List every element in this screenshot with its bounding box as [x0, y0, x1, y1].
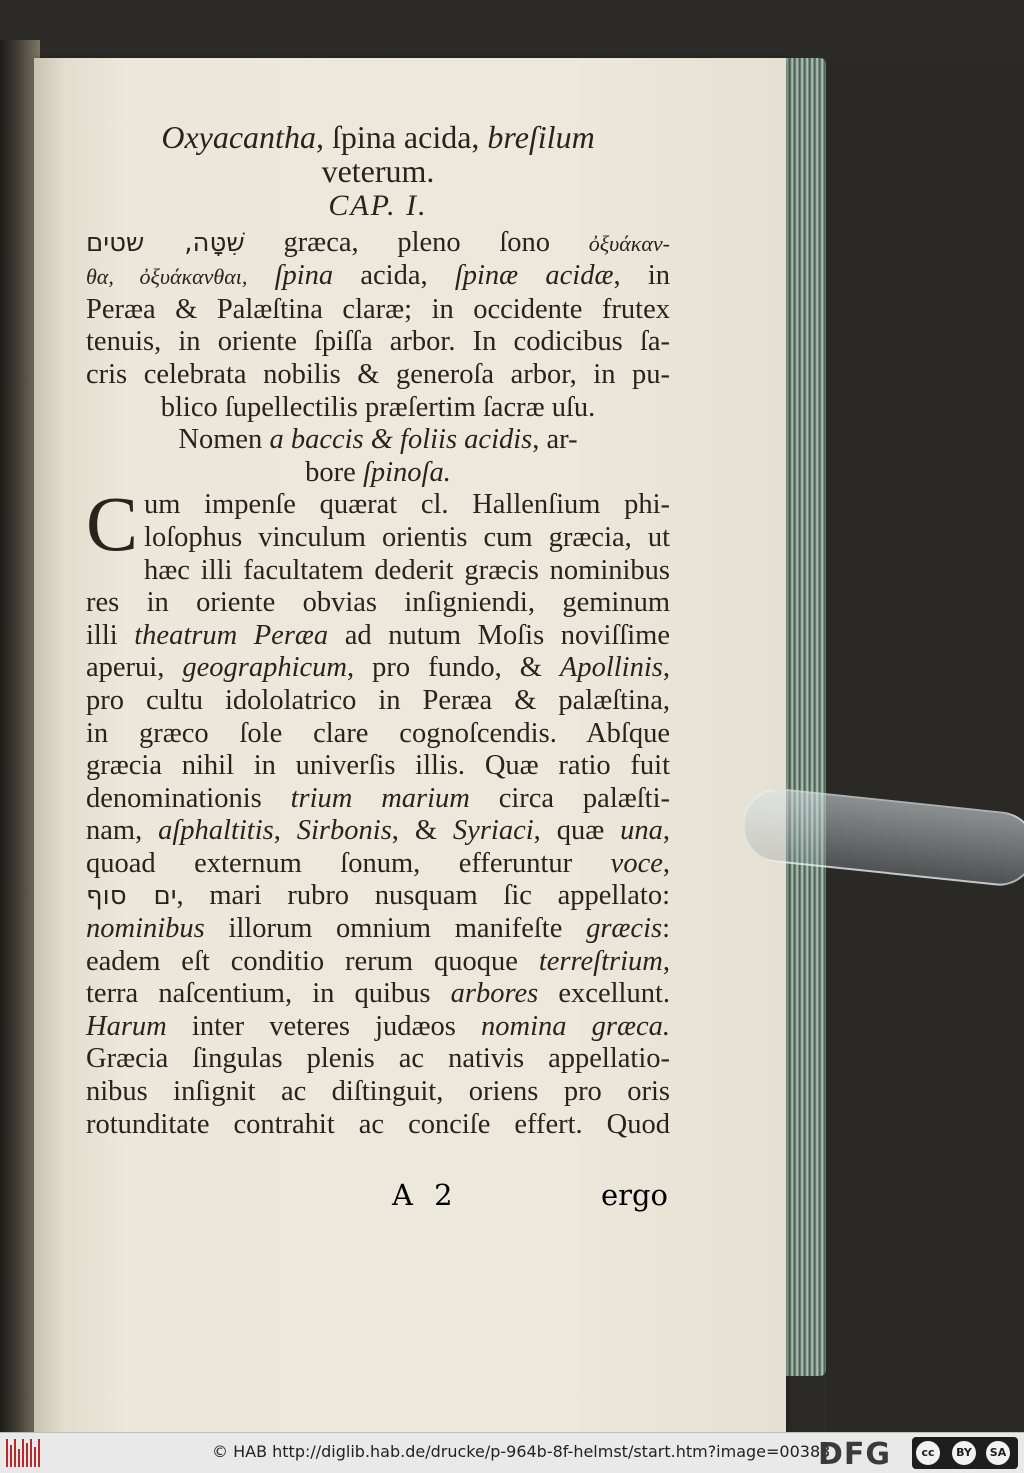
title-italic-bresilum: breſilum	[487, 119, 595, 155]
signature-mark: A 2	[392, 1178, 459, 1212]
nomen-line-2: bore ſpinoſa.	[305, 456, 451, 488]
body-line: rotunditate contrahit ac conciſe effert. Quod	[86, 1108, 670, 1140]
title-roman: ſpina acida,	[323, 119, 488, 155]
body-line: illi theatrum Peræa ad nutum Moſis noviſſime	[86, 619, 670, 651]
page-foot	[86, 1178, 670, 1214]
body-line: ים סוף, mari rubro nusquam ſic appellato:	[86, 880, 671, 912]
body-line: aperui, geographicum, pro fundo, & Apollinis,	[86, 652, 670, 684]
page-text	[86, 120, 670, 1141]
chapter-title	[86, 120, 670, 188]
body-line: græcia nihil in univerſis illis. Quæ ratio fuit	[86, 750, 670, 782]
body-line: nominibus illorum omnium manifeſte græcis:	[86, 913, 670, 945]
viewer-footer-bar	[0, 1432, 1024, 1473]
page-fore-edge	[784, 58, 826, 1376]
body-line: Harum inter veteres judæos nomina græca.	[86, 1010, 671, 1042]
sa-icon: SA	[986, 1441, 1010, 1465]
title-veterum: veterum.	[321, 153, 435, 189]
background-shadow	[826, 58, 1024, 1432]
cc-icon: cc	[916, 1441, 940, 1465]
nomen-line-1: Nomen a baccis & foliis acidis, ar-	[178, 424, 578, 456]
body-line: denominationis trium marium circa palæſti-	[86, 782, 671, 814]
cc-license-badge[interactable]	[912, 1437, 1018, 1469]
intro-line-1: שִׁטָּה, שטים græca, pleno ſono ὀξυάκαν-	[86, 226, 670, 258]
body-line: res in oriente obvias inſigniendi, geminum	[86, 587, 670, 619]
body-line: nibus inſignit ac diſtinguit, oriens pro oris	[86, 1076, 670, 1108]
body-line: nam, aſphaltitis, Sirbonis, & Syriaci, quæ una,	[86, 815, 670, 847]
body-line: hæc illi facultatem dederit græcis nominibus	[144, 554, 670, 586]
intro-line-2: θα, ὀξυάκανθαι, ſpina acida, ſpinæ acidæ, in	[86, 260, 670, 292]
title-italic-oxyacantha: Oxyacantha,	[161, 119, 324, 155]
intro-line-3: Peræa & Palæſtina claræ; in occidente frutex	[86, 293, 670, 325]
intro-line-5: cris celebrata nobilis & generoſa arbor, in pu-	[86, 358, 670, 390]
drop-cap: C	[86, 480, 139, 568]
catchword: ergo	[600, 1178, 668, 1212]
body-line: eadem eſt conditio rerum quoque terreſtrium,	[86, 945, 670, 977]
body-line: pro cultu idololatrico in Peræa & palæſtina,	[86, 684, 670, 716]
body-line: Græcia ſingulas plenis ac nativis appellatio-	[86, 1043, 670, 1075]
body-line: in græco ſole clare cognoſcendis. Abſque	[86, 717, 670, 749]
intro-line-6: blico ſupellectilis præſertim ſacræ uſu.	[160, 391, 596, 423]
hab-barcode-logo[interactable]	[6, 1439, 42, 1467]
dfg-logo[interactable]: DFG	[818, 1437, 892, 1472]
intro-line-4: tenuis, in oriente ſpiſſa arbor. In codicibus ſa-	[86, 326, 670, 358]
by-icon: BY	[952, 1441, 976, 1465]
body-line: terra naſcentium, in quibus arbores excellunt.	[86, 978, 670, 1010]
body-paragraph	[86, 480, 671, 1141]
chapter-number: CAP. I.	[328, 189, 428, 222]
body-line: um impenſe quærat cl. Hallenſium phi-	[144, 489, 670, 521]
copyright-credit-link[interactable]: © HAB http://diglib.hab.de/drucke/p-964b-8f-helmst/start.htm?image=00383	[212, 1442, 831, 1461]
body-line: loſophus vinculum orientis cum græcia, ut	[144, 521, 670, 553]
body-line: quoad externum ſonum, efferuntur voce,	[86, 847, 670, 879]
